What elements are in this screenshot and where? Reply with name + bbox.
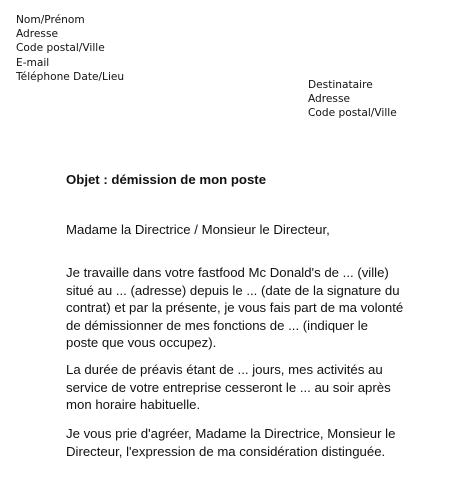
paragraph-line: mon horaire habituelle. <box>66 397 201 412</box>
paragraph-line: contrat) et par la présente, je vous fais part de ma volonté <box>66 300 404 315</box>
letter-subject: Objet : démission de mon poste <box>66 172 267 187</box>
recipient-postal-city: Code postal/Ville <box>308 107 397 120</box>
sender-block <box>16 13 124 84</box>
sender-phone-date-place: Téléphone Date/Lieu <box>16 70 125 83</box>
recipient-address: Adresse <box>308 93 350 106</box>
paragraph-notice-period <box>66 361 391 414</box>
paragraph-closing <box>66 425 395 460</box>
paragraph-line: Directeur, l'expression de ma considération distinguée. <box>66 443 386 459</box>
paragraph-line: service de votre entreprise cesseront le ... au soir après <box>66 379 391 395</box>
letter-salutation: Madame la Directrice / Monsieur le Directeur, <box>66 222 330 237</box>
paragraph-line: poste que vous occupez). <box>66 335 217 350</box>
sender-postal-city: Code postal/Ville <box>16 42 105 55</box>
sender-address: Adresse <box>16 28 58 41</box>
paragraph-line: La durée de préavis étant de ... jours, mes activités au <box>66 362 383 377</box>
recipient-block <box>308 78 397 121</box>
recipient-name: Destinataire <box>308 79 373 91</box>
paragraph-line: Je vous prie d'agréer, Madame la Directrice, Monsieur le <box>66 426 396 441</box>
sender-email: E-mail <box>16 56 50 69</box>
sender-name: Nom/Prénom <box>16 14 85 26</box>
paragraph-line: situé au ... (adresse) depuis le ... (date de la signature du <box>66 282 400 298</box>
paragraph-line: de démissionner de mes fonctions de ... (indiquer le <box>66 317 369 333</box>
paragraph-line: Je travaille dans votre fastfood Mc Donald's de ... (ville) <box>66 265 389 280</box>
paragraph-resignation <box>66 264 403 352</box>
